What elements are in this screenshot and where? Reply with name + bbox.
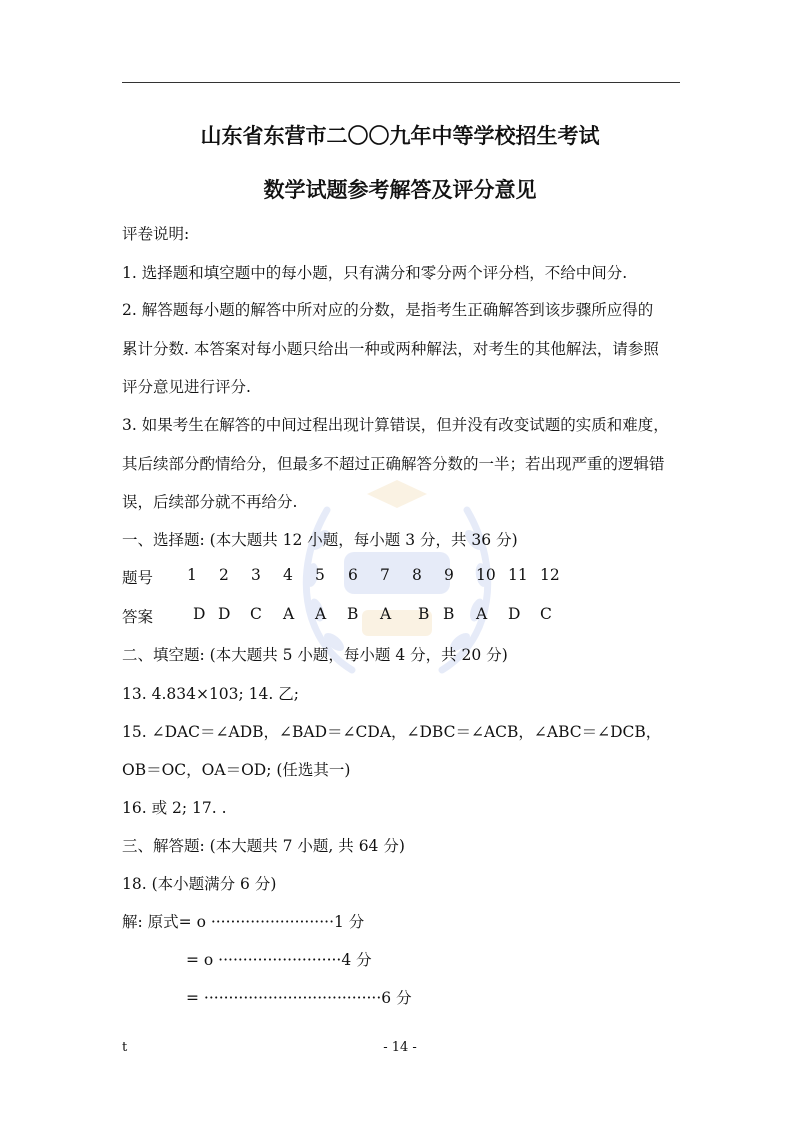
- solution-line-3: = ····································6 分: [186, 989, 412, 1007]
- section-2-heading: 二、填空题: (本大题共 5 小题，每小题 4 分，共 20 分): [122, 646, 508, 664]
- answer-letter: C: [250, 605, 262, 623]
- question-number: 3: [251, 566, 261, 584]
- question-number: 4: [283, 566, 293, 584]
- document-subtitle: 数学试题参考解答及评分意见: [263, 177, 537, 202]
- instruction-item-2-line-2: 累计分数. 本答案对每小题只给出一种或两种解法，对考生的其他解法，请参照: [122, 340, 659, 358]
- question-number: 8: [412, 566, 422, 584]
- row-label-answer: 答案: [122, 608, 154, 626]
- instruction-item-2-line-3: 评分意见进行评分.: [122, 378, 251, 396]
- answer-letter: A: [476, 605, 488, 623]
- footer-left-mark: t: [122, 1040, 128, 1055]
- question-number: 9: [444, 566, 454, 584]
- question-number: 11: [508, 566, 528, 584]
- answer-15-line-2: OB＝OC，OA＝OD; (任选其一): [122, 761, 351, 779]
- question-number: 12: [540, 566, 560, 584]
- question-18-heading: 18. (本小题满分 6 分): [122, 875, 277, 893]
- answer-letter: D: [218, 605, 231, 623]
- instruction-item-3-line-2: 其后续部分酌情给分，但最多不超过正确解答分数的一半；若出现严重的逻辑错: [122, 455, 665, 473]
- answer-letter: B: [347, 605, 359, 623]
- question-number: 7: [380, 566, 390, 584]
- section-1-heading: 一、选择题: (本大题共 12 小题，每小题 3 分，共 36 分): [122, 531, 518, 549]
- instruction-item-2-line-1: 2. 解答题每小题的解答中所对应的分数，是指考生正确解答到该步骤所应得的: [122, 301, 654, 319]
- question-number: 6: [348, 566, 358, 584]
- solution-line-2: = o ·························4 分: [186, 951, 372, 969]
- answer-letter: A: [283, 605, 295, 623]
- header-rule: [122, 82, 680, 83]
- answer-letter: D: [508, 605, 521, 623]
- answer-letter: D: [193, 605, 206, 623]
- answer-13-14: 13. 4.834×103; 14. 乙;: [122, 685, 299, 703]
- answer-letter: B: [418, 605, 430, 623]
- instruction-item-3-line-3: 误，后续部分就不再给分.: [122, 493, 298, 511]
- row-label-question: 题号: [122, 569, 154, 587]
- answer-letter: B: [443, 605, 455, 623]
- instructions-heading: 评卷说明:: [122, 225, 190, 243]
- question-number: 1: [187, 566, 197, 584]
- question-number: 2: [219, 566, 229, 584]
- solution-line-1: 解: 原式= o ·························1 分: [122, 913, 365, 931]
- instruction-item-3-line-1: 3. 如果考生在解答的中间过程出现计算错误，但并没有改变试题的实质和难度，: [122, 416, 669, 434]
- answer-16-17: 16. 或 2; 17. .: [122, 799, 227, 817]
- answer-letter: A: [380, 605, 392, 623]
- question-number: 10: [476, 566, 496, 584]
- instruction-item-1: 1. 选择题和填空题中的每小题，只有满分和零分两个评分档，不给中间分.: [122, 264, 628, 282]
- question-number: 5: [315, 566, 325, 584]
- section-3-heading: 三、解答题: (本大题共 7 小题, 共 64 分): [122, 837, 405, 855]
- answer-letter: A: [315, 605, 327, 623]
- page-number: - 14 -: [383, 1040, 417, 1055]
- answer-15-line-1: 15. ∠DAC＝∠ADB，∠BAD＝∠CDA，∠DBC＝∠ACB，∠ABC＝∠DCB，: [122, 723, 662, 741]
- answer-letter: C: [540, 605, 552, 623]
- document-title: 山东省东营市二〇〇九年中等学校招生考试: [200, 123, 600, 148]
